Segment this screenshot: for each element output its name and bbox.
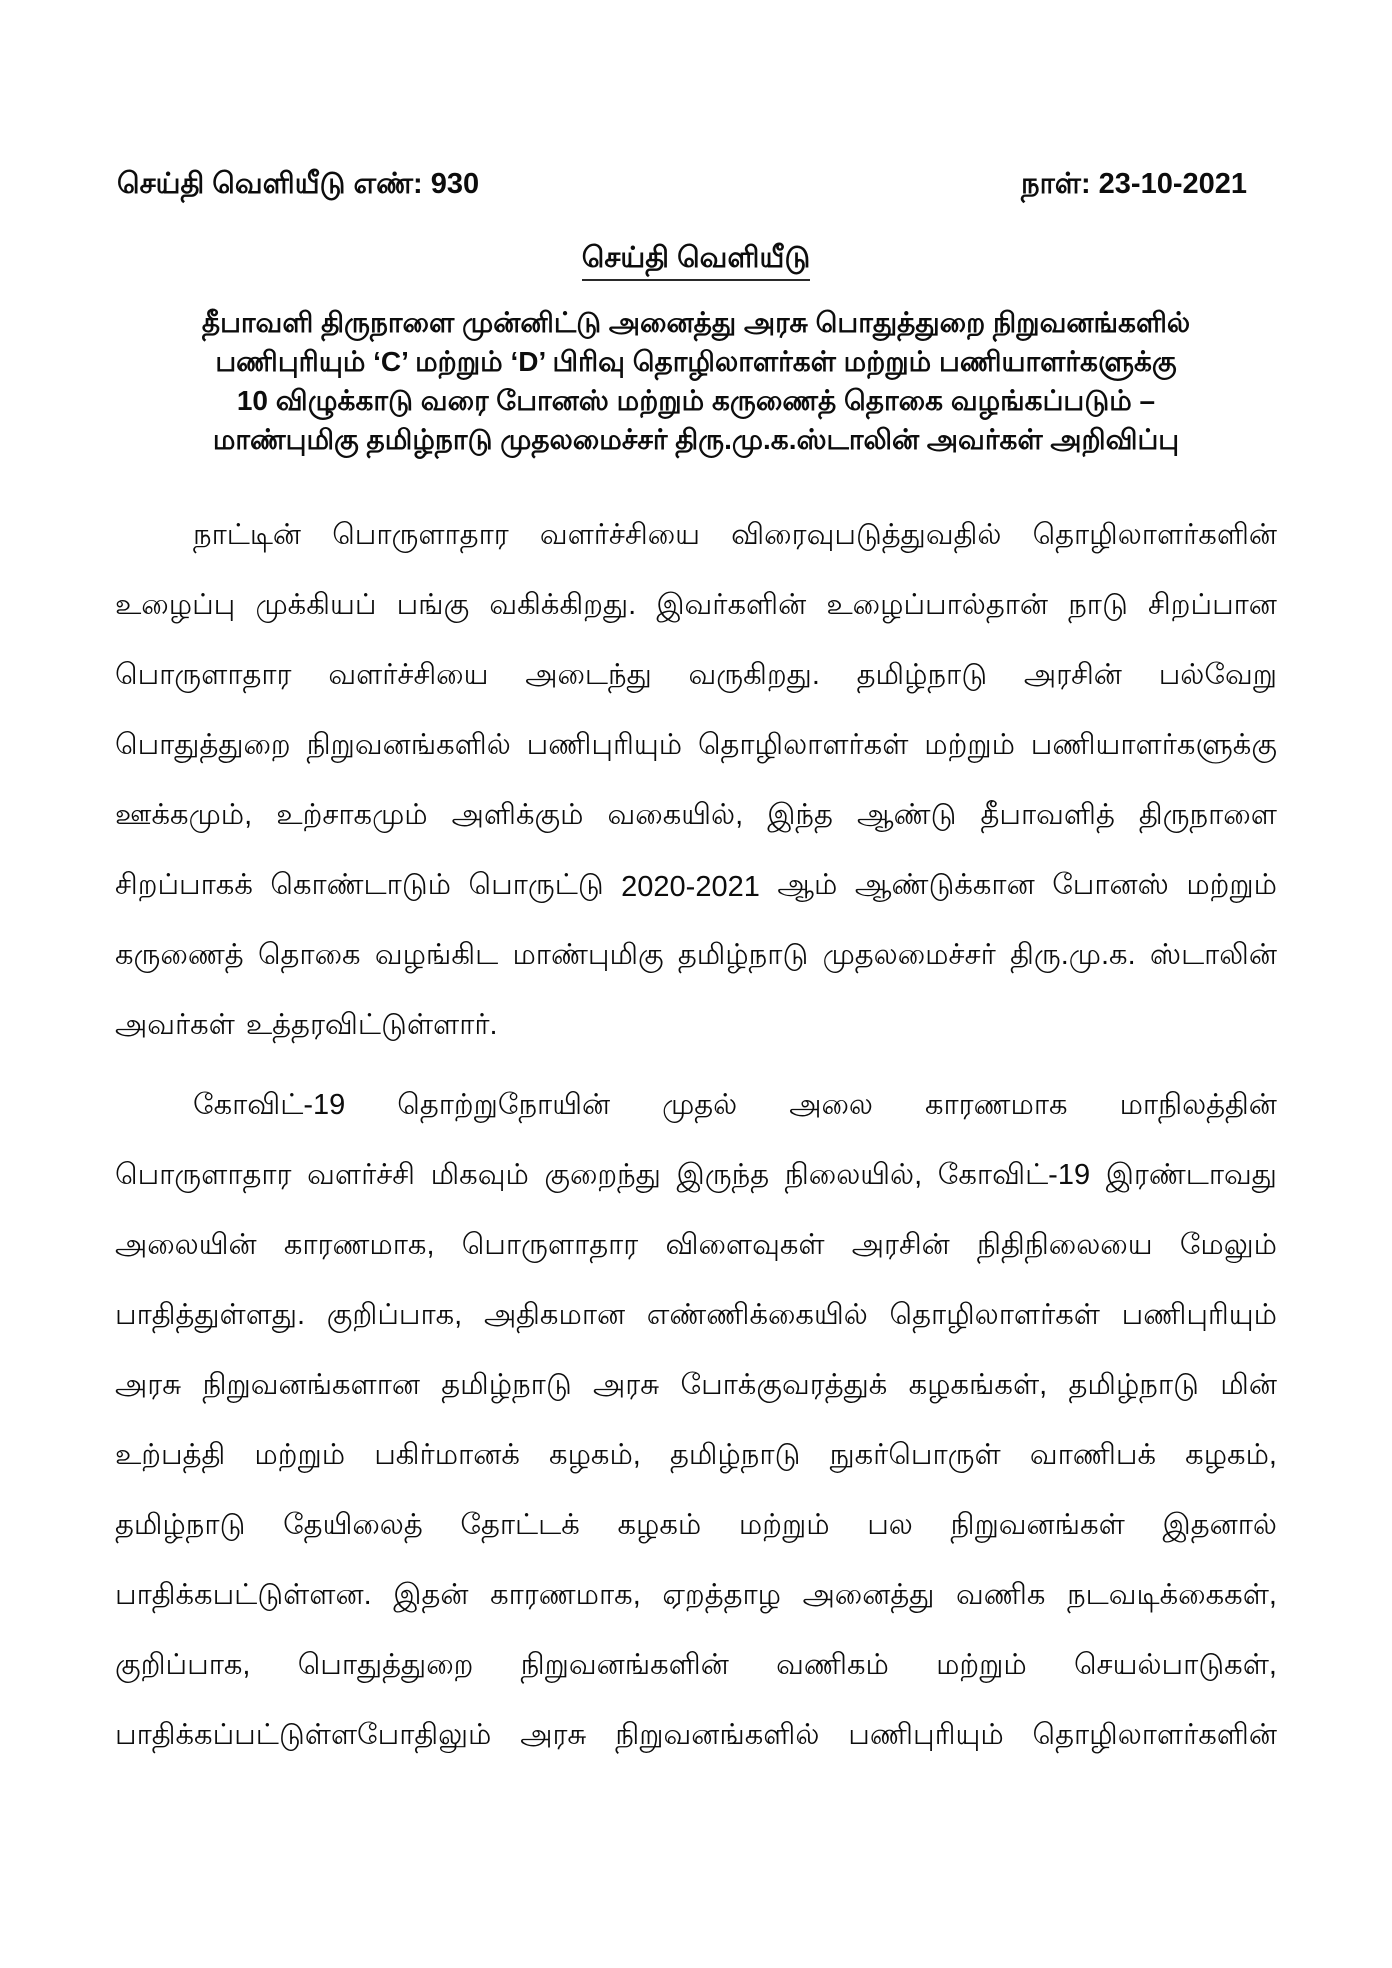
announcement-heading xyxy=(115,303,1277,459)
heading-line: தீபாவளி திருநாளை முன்னிட்டு அனைத்து அரசு பொதுத்துறை நிறுவனங்களில் xyxy=(201,307,1191,338)
text-line: பொருளாதார வளர்ச்சியை அடைந்து வருகிறது. தமிழ்நாடு அரசின் பல்வேறு xyxy=(115,659,1277,691)
text-line: ஊக்கமும், உற்சாகமும் அளிக்கும் வகையில், இந்த ஆண்டு தீபாவளித் திருநாளை xyxy=(115,799,1277,831)
text-line: பாதிக்கபட்டுள்ளன. இதன் காரணமாக, ஏறத்தாழ அனைத்து வணிக நடவடிக்கைகள், xyxy=(115,1579,1277,1611)
document-header xyxy=(117,168,1247,204)
heading-line: பணிபுரியும் ‘C’ மற்றும் ‘D’ பிரிவு தொழிலாளர்கள் மற்றும் பணியாளர்களுக்கு xyxy=(215,346,1177,377)
text-line: கருணைத் தொகை வழங்கிட மாண்புமிகு தமிழ்நாடு முதலமைச்சர் திரு.மு.க. ஸ்டாலின் xyxy=(115,939,1277,971)
text-line: பாதிக்கப்பட்டுள்ளபோதிலும் அரசு நிறுவனங்களில் பணிபுரியும் தொழிலாளர்களின் xyxy=(115,1719,1277,1751)
text-line: அலையின் காரணமாக, பொருளாதார விளைவுகள் அரசின் நிதிநிலையை மேலும் xyxy=(115,1229,1277,1261)
text-line: குறிப்பாக, பொதுத்துறை நிறுவனங்களின் வணிகம் மற்றும் செயல்பாடுகள், xyxy=(115,1649,1277,1681)
release-number-label: செய்தி வெளியீடு எண்: 930 xyxy=(117,168,480,200)
heading-line: 10 விழுக்காடு வரை போனஸ் மற்றும் கருணைத் தொகை வழங்கப்படும் – xyxy=(236,385,1156,416)
document-title-text: செய்தி வெளியீடு xyxy=(582,240,810,281)
body-paragraph-2 xyxy=(115,1072,1277,1772)
text-line: பொதுத்துறை நிறுவனங்களில் பணிபுரியும் தொழிலாளர்கள் மற்றும் பணியாளர்களுக்கு xyxy=(115,729,1277,761)
body-paragraph-1 xyxy=(115,502,1277,1062)
text-line: அரசு நிறுவனங்களான தமிழ்நாடு அரசு போக்குவரத்துக் கழகங்கள், தமிழ்நாடு மின் xyxy=(115,1369,1277,1401)
heading-line: மாண்புமிகு தமிழ்நாடு முதலமைச்சர் திரு.மு.க.ஸ்டாலின் அவர்கள் அறிவிப்பு xyxy=(212,424,1180,455)
text-line: கோவிட்-19 தொற்றுநோயின் முதல் அலை காரணமாக மாநிலத்தின் xyxy=(193,1089,1277,1121)
document-title xyxy=(115,240,1277,281)
text-line: தமிழ்நாடு தேயிலைத் தோட்டக் கழகம் மற்றும் பல நிறுவனங்கள் இதனால் xyxy=(115,1509,1277,1541)
text-line: நாட்டின் பொருளாதார வளர்ச்சியை விரைவுபடுத்துவதில் தொழிலாளர்களின் xyxy=(193,519,1277,551)
text-line: அவர்கள் உத்தரவிட்டுள்ளார். xyxy=(115,1009,498,1041)
text-line: பாதித்துள்ளது. குறிப்பாக, அதிகமான எண்ணிக்கையில் தொழிலாளர்கள் பணிபுரியும் xyxy=(115,1299,1277,1331)
text-line: உழைப்பு முக்கியப் பங்கு வகிக்கிறது. இவர்களின் உழைப்பால்தான் நாடு சிறப்பான xyxy=(115,589,1277,621)
date-label: நாள்: 23-10-2021 xyxy=(1021,168,1247,200)
text-line: உற்பத்தி மற்றும் பகிர்மானக் கழகம், தமிழ்நாடு நுகர்பொருள் வாணிபக் கழகம், xyxy=(115,1439,1277,1471)
text-line: சிறப்பாகக் கொண்டாடும் பொருட்டு 2020-2021 ஆம் ஆண்டுக்கான போனஸ் மற்றும் xyxy=(115,869,1277,903)
text-line: பொருளாதார வளர்ச்சி மிகவும் குறைந்து இருந்த நிலையில், கோவிட்-19 இரண்டாவது xyxy=(115,1159,1277,1191)
